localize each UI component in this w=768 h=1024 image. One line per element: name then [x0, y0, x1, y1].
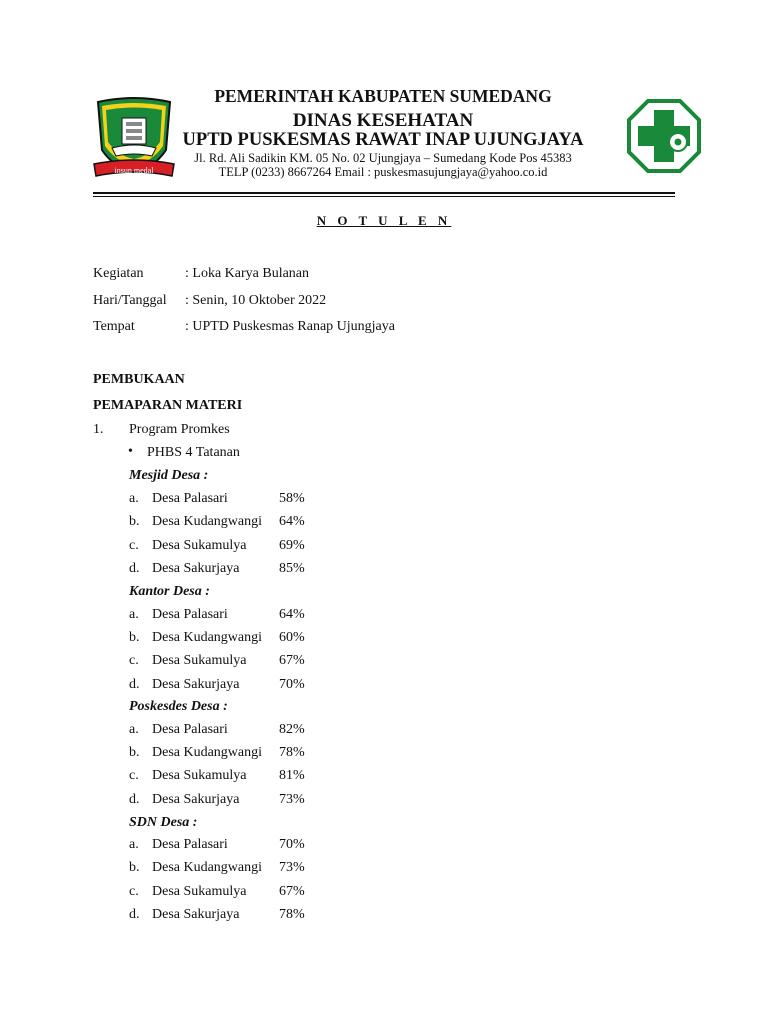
list-desa: Desa Sakurjaya	[152, 907, 240, 922]
list-letter: d.	[129, 907, 140, 922]
list-desa: Desa Sakurjaya	[152, 792, 240, 807]
list-letter: a.	[129, 837, 139, 852]
list-letter: d.	[129, 677, 140, 692]
list-desa: Desa Sukamulya	[152, 538, 247, 553]
list-percentage: 81%	[279, 768, 305, 783]
list-percentage: 64%	[279, 514, 305, 529]
list-letter: a.	[129, 722, 139, 737]
list-percentage: 58%	[279, 491, 305, 506]
list-letter: b.	[129, 514, 140, 529]
list-desa: Desa Sukamulya	[152, 768, 247, 783]
list-percentage: 70%	[279, 677, 305, 692]
puskesmas-logo	[626, 98, 702, 174]
group-title-poskesdes: Poskesdes Desa :	[129, 699, 228, 714]
section-pemaparan: PEMAPARAN MATERI	[93, 398, 243, 413]
list-desa: Desa Sukamulya	[152, 884, 247, 899]
list-desa: Desa Sakurjaya	[152, 561, 240, 576]
list-desa: Desa Palasari	[152, 607, 228, 622]
meta-label-tanggal: Hari/Tanggal	[93, 293, 167, 308]
list-letter: c.	[129, 768, 139, 783]
meta-value-tempat: : UPTD Puskesmas Ranap Ujungjaya	[185, 319, 395, 334]
group-title-mesjid: Mesjid Desa :	[129, 468, 209, 483]
list-percentage: 70%	[279, 837, 305, 852]
list-desa: Desa Sakurjaya	[152, 677, 240, 692]
list-letter: c.	[129, 884, 139, 899]
program-number: 1.	[93, 422, 104, 437]
list-letter: c.	[129, 653, 139, 668]
list-letter: b.	[129, 745, 140, 760]
meta-value-kegiatan: : Loka Karya Bulanan	[185, 266, 310, 281]
list-letter: d.	[129, 792, 140, 807]
header-contact: TELP (0233) 8667264 Email : puskesmasujungjaya@yahoo.co.id	[218, 165, 548, 179]
list-desa: Desa Kudangwangi	[152, 860, 263, 875]
list-percentage: 64%	[279, 607, 305, 622]
header-department: DINAS KESEHATAN	[292, 110, 474, 131]
list-letter: b.	[129, 860, 140, 875]
bullet-icon: •	[128, 444, 133, 459]
document-title: N O T U L E N	[316, 213, 452, 228]
list-percentage: 82%	[279, 722, 305, 737]
list-letter: c.	[129, 538, 139, 553]
list-percentage: 78%	[279, 745, 305, 760]
list-percentage: 69%	[279, 538, 305, 553]
list-percentage: 73%	[279, 792, 305, 807]
list-desa: Desa Kudangwangi	[152, 745, 263, 760]
list-percentage: 85%	[279, 561, 305, 576]
list-desa: Desa Palasari	[152, 722, 228, 737]
sumedang-emblem-logo	[92, 96, 176, 182]
header-institution: UPTD PUSKESMAS RAWAT INAP UJUNGJAYA	[182, 130, 584, 150]
list-desa: Desa Kudangwangi	[152, 630, 263, 645]
list-desa: Desa Palasari	[152, 837, 228, 852]
list-percentage: 60%	[279, 630, 305, 645]
list-desa: Desa Palasari	[152, 491, 228, 506]
meta-label-kegiatan: Kegiatan	[93, 266, 144, 281]
list-percentage: 67%	[279, 884, 305, 899]
meta-value-tanggal: : Senin, 10 Oktober 2022	[185, 293, 327, 308]
list-percentage: 67%	[279, 653, 305, 668]
header-address: Jl. Rd. Ali Sadikin KM. 05 No. 02 Ujungjaya – Sumedang Kode Pos 45383	[194, 151, 572, 165]
list-desa: Desa Kudangwangi	[152, 514, 263, 529]
emblem-motto: insun medal	[114, 166, 154, 175]
section-pembukaan: PEMBUKAAN	[93, 372, 185, 387]
list-letter: a.	[129, 607, 139, 622]
list-letter: b.	[129, 630, 140, 645]
meta-label-tempat: Tempat	[93, 319, 135, 334]
list-desa: Desa Sukamulya	[152, 653, 247, 668]
header-divider-thin	[93, 196, 675, 197]
list-percentage: 78%	[279, 907, 305, 922]
header-divider-thick	[93, 192, 675, 194]
list-letter: a.	[129, 491, 139, 506]
group-title-kantor: Kantor Desa :	[129, 584, 210, 599]
program-subitem: PHBS 4 Tatanan	[147, 445, 240, 460]
program-name: Program Promkes	[129, 422, 230, 437]
list-percentage: 73%	[279, 860, 305, 875]
list-letter: d.	[129, 561, 140, 576]
group-title-sdn: SDN Desa :	[129, 815, 198, 830]
header-government: PEMERINTAH KABUPATEN SUMEDANG	[214, 86, 552, 106]
